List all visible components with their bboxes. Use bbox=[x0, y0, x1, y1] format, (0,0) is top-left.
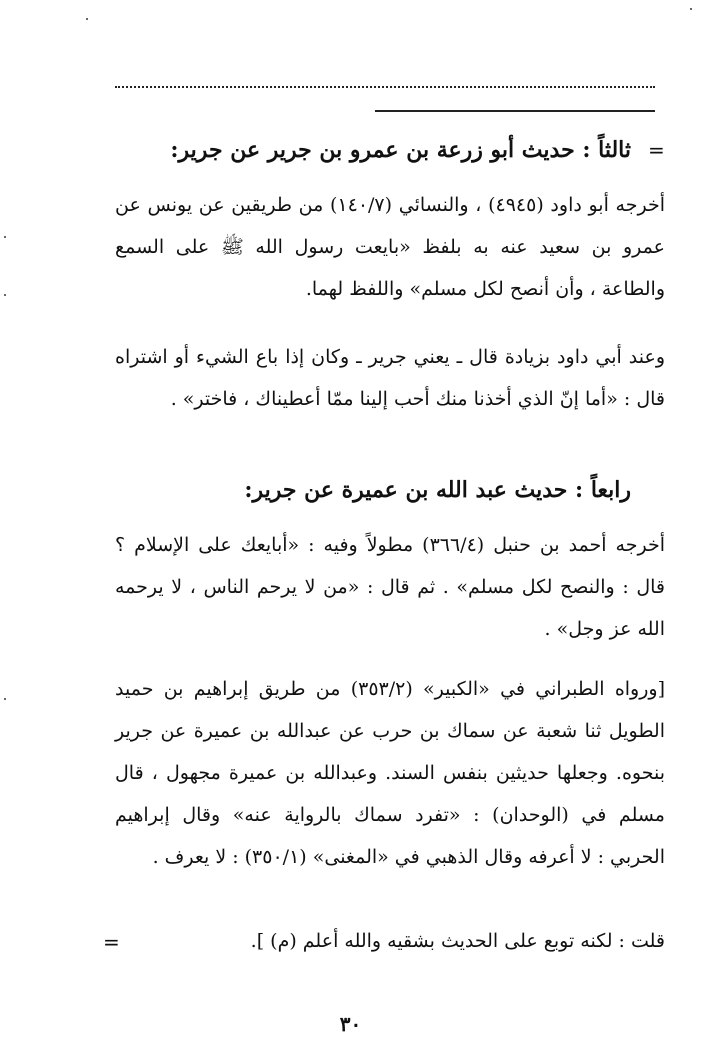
section-marker: = bbox=[648, 138, 665, 162]
margin-speck bbox=[690, 8, 692, 10]
section3-paragraph-2: وعند أبي داود بزيادة قال ـ يعني جرير ـ وكان إذا باع الشيء أو اشتراه قال : «أما إنّ الذي أخذنا منك أحب إلينا ممّا أعطيناك ، فاختر» . bbox=[115, 346, 665, 410]
margin-speck bbox=[4, 698, 6, 700]
margin-speck bbox=[4, 294, 6, 296]
page-number: ٣٠ bbox=[339, 1012, 362, 1036]
margin-speck bbox=[4, 236, 6, 238]
margin-speck bbox=[86, 18, 88, 20]
section4-paragraph-1: أخرجه أحمد بن حنبل (٣٦٦/٤) مطولاً وفيه : «أبايعك على الإسلام ؟ قال : والنصح لكل مسلم» . ثم قال : «من لا يرحم الناس ، لا يرحمه الله عز وجل» . bbox=[115, 534, 665, 640]
section4-paragraph-2: [ورواه الطبراني في «الكبير» (٣٥٣/٢) من طريق إبراهيم بن حميد الطويل ثنا شعبة عن سماك بن حرب عن عبدالله بن عميرة عن جرير بنحوه. وجعلها حديثين بنفس السند. وعبدالله بن عميرة مجهول ، قال مسلم في (الوحدان) : «تفرد سماك بالرواية عنه» وقال إبراهيم الحربي : لا أعرفه وقال الذهبي في «المغنى» (٣٥٠/١) : لا يعرف . bbox=[115, 678, 665, 868]
section3-paragraph-1: أخرجه أبو داود (٤٩٤٥) ، والنسائي (١٤٠/٧) من طريقين عن يونس عن عمرو بن سعيد عنه به بلفظ «بايعت رسول الله ﷺ على السمع والطاعة ، وأن أنصح لكل مسلم» واللفظ لهما. bbox=[115, 194, 665, 300]
solid-rule bbox=[375, 110, 655, 112]
dotted-separator bbox=[115, 86, 655, 88]
section4-paragraph-3: قلت : لكنه توبع على الحديث بشقيه والله أعلم (م) ]. bbox=[250, 930, 665, 952]
section3-heading: ثالثاً : حديث أبو زرعة بن عمرو بن جرير عن جرير: bbox=[170, 137, 631, 163]
section4-heading: رابعاً : حديث عبد الله بن عميرة عن جرير: bbox=[244, 477, 631, 503]
end-marker: = bbox=[103, 930, 120, 954]
